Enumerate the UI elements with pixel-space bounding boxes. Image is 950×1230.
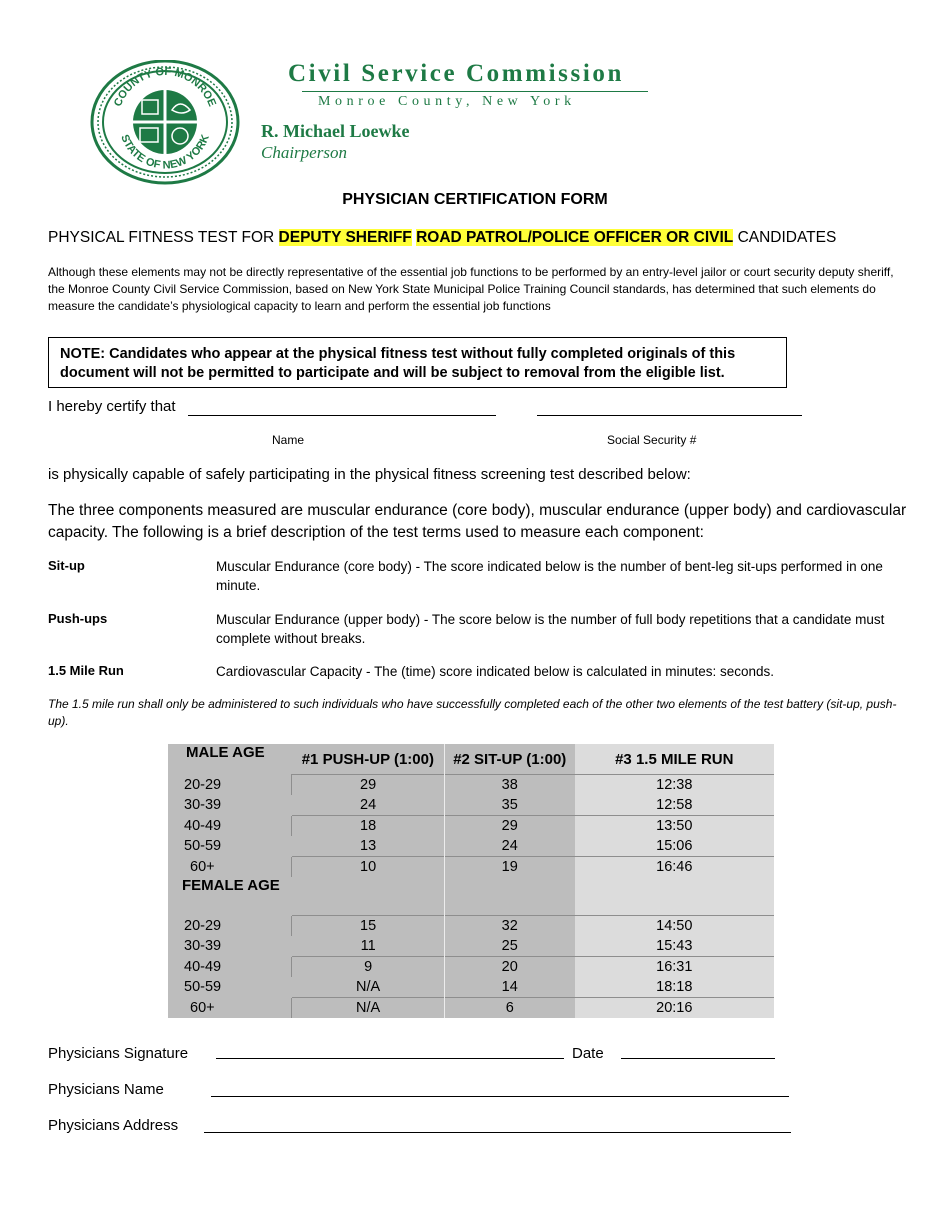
subtitle-highlight-road-patrol: ROAD PATROL [416, 229, 528, 246]
table-row [168, 836, 774, 857]
term-mile-run: 1.5 Mile Run [48, 663, 124, 678]
certify-label: I hereby certify that [48, 398, 176, 415]
situp-cell: 25 [444, 936, 574, 957]
physician-address-label: Physicians Address [48, 1117, 179, 1134]
male-age-header: MALE AGE [168, 744, 292, 775]
pushup-cell: 9 [292, 957, 445, 978]
pushup-cell: 18 [292, 816, 445, 837]
situp-cell: 29 [444, 816, 574, 837]
subtitle-highlight-police-officer: /POLICE OFFICER OR CIVIL [527, 229, 734, 246]
pushup-cell: N/A [292, 998, 445, 1019]
ssn-caption: Social Security # [607, 433, 697, 447]
empty-cell [444, 877, 574, 916]
situp-cell: 32 [444, 916, 574, 937]
table-row [168, 775, 774, 796]
subtitle-suffix: CANDIDATES [733, 229, 837, 246]
run-header: #3 1.5 MILE RUN [575, 744, 774, 775]
age-cell: 40-49 [168, 816, 292, 837]
female-header-row [168, 877, 774, 916]
pushup-cell: 24 [292, 795, 445, 816]
pushup-cell: 15 [292, 916, 445, 937]
situp-cell: 38 [444, 775, 574, 796]
table-row [168, 977, 774, 998]
header-rule [302, 91, 648, 92]
physician-name-line[interactable] [211, 1096, 789, 1097]
age-cell: 30-39 [168, 936, 292, 957]
candidate-ssn-line[interactable] [537, 415, 802, 416]
components-paragraph: The three components measured are muscular endurance (core body), muscular endurance (upper body) and cardiovascular capacity. The following is a brief description of the test terms used to measure each component: [48, 502, 907, 541]
run-cell: 14:50 [575, 916, 774, 937]
situp-cell: 20 [444, 957, 574, 978]
empty-cell [292, 877, 445, 916]
score-table [168, 744, 774, 1018]
subtitle-prefix: PHYSICAL FITNESS TEST FOR [48, 229, 279, 246]
pushup-header: #1 PUSH-UP (1:00) [292, 744, 445, 775]
pushup-cell: 29 [292, 775, 445, 796]
run-cell: 12:38 [575, 775, 774, 796]
commission-title: Civil Service Commission [288, 60, 624, 87]
run-cell: 18:18 [575, 977, 774, 998]
age-cell: 60+ [168, 857, 292, 878]
date-label: Date [572, 1045, 604, 1062]
situp-cell: 35 [444, 795, 574, 816]
definition-mile-run: Cardiovascular Capacity - The (time) score indicated below is calculated in minutes: seconds. [216, 664, 775, 679]
run-cell: 12:58 [575, 795, 774, 816]
table-row [168, 857, 774, 878]
form-title: PHYSICIAN CERTIFICATION FORM [342, 191, 608, 208]
county-seal-logo [90, 60, 240, 185]
empty-cell [575, 877, 774, 916]
age-cell: 20-29 [168, 775, 292, 796]
chair-title: Chairperson [261, 143, 347, 162]
age-cell: 60+ [168, 998, 292, 1019]
note-box: NOTE: Candidates who appear at the physical fitness test without fully completed originals of this document will not be permitted to participate and will be subject to removal from the eligible list. [48, 337, 787, 388]
table-row [168, 916, 774, 937]
form-subtitle [48, 229, 836, 247]
situp-cell: 19 [444, 857, 574, 878]
svg-text:COUNTY OF MONROE: COUNTY OF MONROE [111, 65, 219, 109]
run-cell: 15:06 [575, 836, 774, 857]
run-cell: 16:31 [575, 957, 774, 978]
definition-pushups: Muscular Endurance (upper body) - The score below is the number of full body repetitions that a candidate must complete without breaks. [216, 612, 885, 646]
term-pushups: Push-ups [48, 611, 108, 626]
physician-signature-label: Physicians Signature [48, 1045, 189, 1062]
age-cell: 50-59 [168, 836, 292, 857]
table-row [168, 795, 774, 816]
definition-situp: Muscular Endurance (core body) - The score indicated below is the number of bent-leg sit-ups performed in one minute. [216, 559, 883, 593]
table-row [168, 957, 774, 978]
run-note: The 1.5 mile run shall only be administered to such individuals who have successfully completed each of the other two elements of the test battery (sit-up, push-up). [48, 697, 897, 728]
table-header-row [168, 744, 774, 775]
pushup-cell: 11 [292, 936, 445, 957]
age-cell: 20-29 [168, 916, 292, 937]
situp-header: #2 SIT-UP (1:00) [444, 744, 574, 775]
situp-cell: 24 [444, 836, 574, 857]
chair-name: R. Michael Loewke [261, 121, 410, 141]
subtitle-highlight-deputy-sheriff: DEPUTY SHERIFF [278, 229, 412, 246]
female-age-header: FEMALE AGE [168, 877, 292, 916]
name-caption: Name [272, 433, 305, 447]
physician-signature-line[interactable] [216, 1058, 564, 1059]
svg-text:STATE OF NEW YORK: STATE OF NEW YORK [118, 132, 212, 172]
intro-paragraph: Although these elements may not be directly representative of the essential job functions to be performed by an entry-level jailor or court security deputy sheriff, the Monroe County Civil Service Commission, based on New York State Municipal Police Training Council standards, has determined that such elements do measure the candidate’s physiological capacity to learn and perform the essential job functions [48, 265, 894, 313]
physician-name-label: Physicians Name [48, 1081, 164, 1098]
age-cell: 30-39 [168, 795, 292, 816]
run-cell: 13:50 [575, 816, 774, 837]
physician-address-line[interactable] [204, 1132, 791, 1133]
run-cell: 20:16 [575, 998, 774, 1019]
situp-cell: 14 [444, 977, 574, 998]
capable-statement: is physically capable of safely participating in the physical fitness screening test described below: [48, 466, 691, 483]
run-cell: 16:46 [575, 857, 774, 878]
table-row [168, 816, 774, 837]
pushup-cell: 10 [292, 857, 445, 878]
pushup-cell: N/A [292, 977, 445, 998]
table-row [168, 936, 774, 957]
situp-cell: 6 [444, 998, 574, 1019]
pushup-cell: 13 [292, 836, 445, 857]
table-row [168, 998, 774, 1019]
run-cell: 15:43 [575, 936, 774, 957]
term-situp: Sit-up [48, 558, 85, 573]
commission-location: Monroe County, New York [318, 94, 576, 109]
age-cell: 40-49 [168, 957, 292, 978]
age-cell: 50-59 [168, 977, 292, 998]
candidate-name-line[interactable] [188, 415, 496, 416]
date-line[interactable] [621, 1058, 775, 1059]
